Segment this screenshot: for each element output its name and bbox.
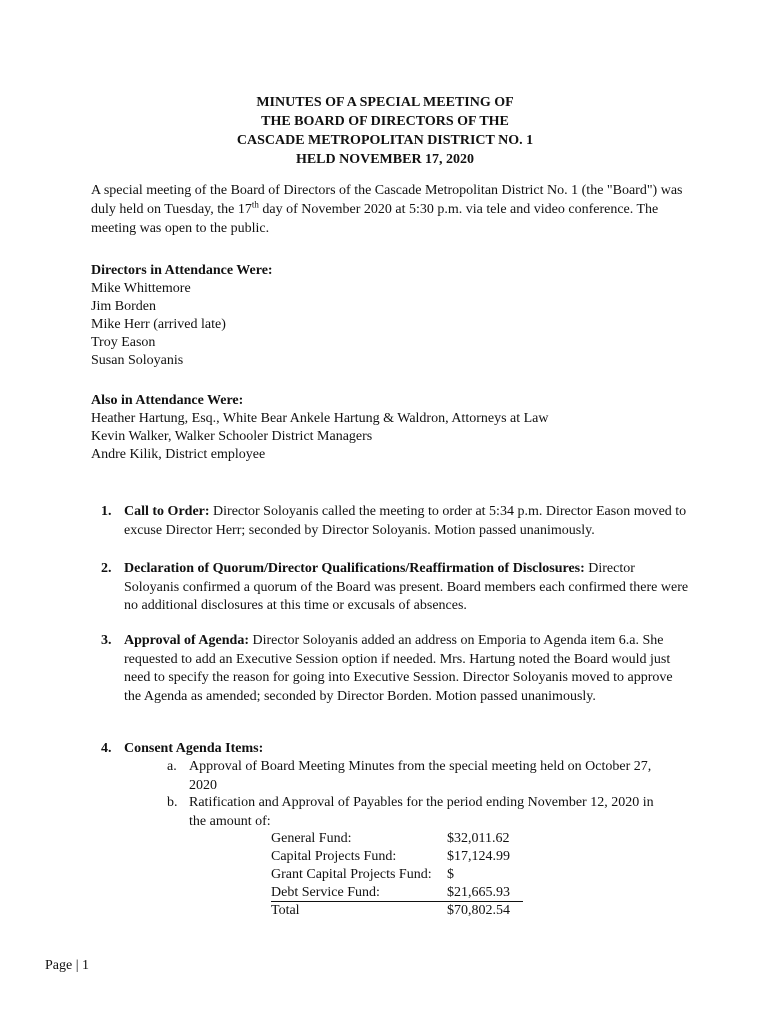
also-list — [91, 410, 691, 464]
director-name: Mike Whittemore — [91, 281, 191, 296]
item-text: Director Soloyanis called the meeting to order at 5:34 p.m. Director Eason moved to excuse Director Herr; seconded by Director Soloyanis. Motion passed unanimously. — [124, 504, 687, 538]
attendee-name: Heather Hartung, Esq., White Bear Ankele Hartung & Waldron, Attorneys at Law — [91, 411, 549, 426]
fund-name: Capital Projects Fund: — [271, 849, 397, 864]
item-text: Director Soloyanis added an address on Emporia to Agenda item 6.a. She requested to add an Executive Session option if needed. Mrs. Hartung noted the Board would just need to specify the reason for going into Executive Session. Director Soloyanis moved to approve the Agenda as amended; seconded by Director Borden. Motion passed unanimously. — [124, 633, 673, 704]
consent-item-a — [167, 758, 667, 795]
sub-text: Ratification and Approval of Payables for the period ending November 12, 2020 in the amount of: — [189, 795, 654, 829]
fund-amount: $17,124.99 — [447, 849, 510, 864]
directors-heading: Directors in Attendance Were: — [91, 263, 273, 278]
fund-row-debt-service — [271, 884, 523, 902]
fund-name: General Fund: — [271, 831, 352, 846]
fund-amount: $70,802.54 — [447, 903, 510, 918]
attendee-name: Andre Kilik, District employee — [91, 447, 266, 462]
fund-row-total — [271, 902, 531, 920]
agenda-item-call-to-order — [101, 503, 691, 540]
page-number: Page | 1 — [45, 958, 90, 973]
item-number: 2. — [101, 561, 112, 576]
title-line: HELD NOVEMBER 17, 2020 — [295, 152, 475, 167]
agenda-item-consent — [101, 740, 691, 759]
fund-name: Grant Capital Projects Fund: — [271, 867, 432, 882]
director-name: Jim Borden — [91, 299, 156, 314]
document-title — [0, 93, 770, 169]
intro-paragraph — [91, 181, 691, 238]
fund-amount: $ — [447, 867, 454, 882]
intro-text: A special meeting of the Board of Directors of the Cascade Metropolitan District No. 1 (the "Board") was duly held on Tuesday, the 17 — [91, 183, 683, 217]
attendee-name: Kevin Walker, Walker Schooler District Managers — [91, 429, 373, 444]
item-number: 4. — [101, 741, 112, 756]
item-label: Consent Agenda Items: — [124, 741, 264, 756]
item-label: Approval of Agenda: — [124, 633, 249, 648]
directors-list — [91, 280, 691, 370]
fund-row-general — [271, 830, 531, 848]
director-name: Troy Eason — [91, 335, 156, 350]
sub-letter: a. — [167, 759, 177, 774]
intro-text-cont: day of November 2020 at 5:30 p.m. via tele and video conference. The meeting was open to the public. — [91, 202, 659, 236]
director-name: Susan Soloyanis — [91, 353, 184, 368]
director-name: Mike Herr (arrived late) — [91, 317, 226, 332]
sub-text: Approval of Board Meeting Minutes from the special meeting held on October 27, 2020 — [189, 759, 652, 793]
sub-letter: b. — [167, 795, 178, 810]
title-line: THE BOARD OF DIRECTORS OF THE — [261, 114, 509, 129]
fund-row-grant-capital — [271, 866, 531, 884]
item-number: 3. — [101, 633, 112, 648]
title-line: CASCADE METROPOLITAN DISTRICT NO. 1 — [236, 133, 534, 148]
agenda-item-quorum — [101, 560, 691, 616]
also-attendance-section — [91, 391, 691, 464]
agenda-item-approval-of-agenda — [101, 632, 691, 706]
item-number: 1. — [101, 504, 112, 519]
title-line: MINUTES OF A SPECIAL MEETING OF — [256, 95, 514, 110]
fund-amount: $32,011.62 — [447, 831, 510, 846]
intro-superscript: th — [251, 199, 259, 210]
fund-amount: $21,665.93 — [447, 885, 510, 900]
item-label: Declaration of Quorum/Director Qualifications/Reaffirmation of Disclosures: — [124, 561, 585, 576]
fund-name: Total — [271, 903, 300, 918]
directors-section — [91, 261, 691, 370]
fund-row-capital — [271, 848, 531, 866]
consent-item-b — [167, 794, 667, 831]
also-heading: Also in Attendance Were: — [91, 393, 244, 408]
fund-name: Debt Service Fund: — [271, 885, 380, 900]
item-text: Director Soloyanis confirmed a quorum of the Board was present. Board members each confirmed there were no additional disclosures at this time or excusals of absences. — [124, 561, 689, 613]
item-label: Call to Order: — [124, 504, 210, 519]
